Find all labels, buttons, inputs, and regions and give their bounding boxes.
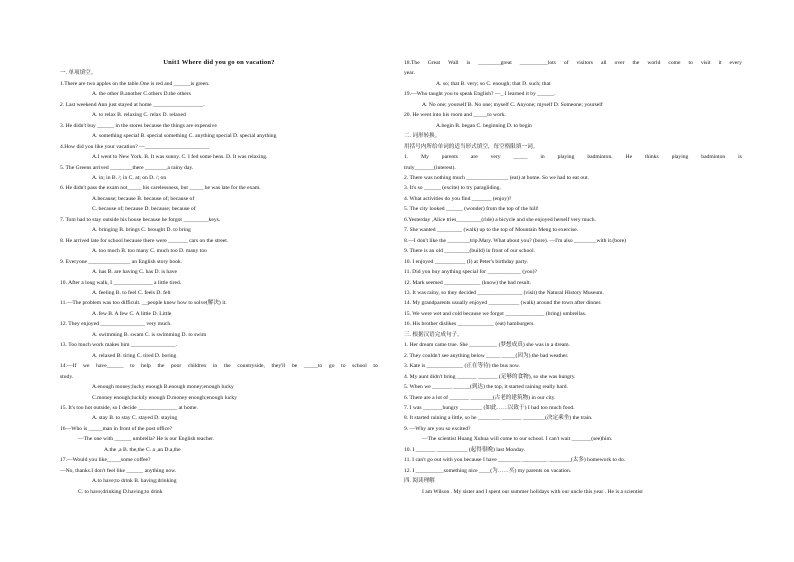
word: all [600,60,607,66]
right-text-line: 5. When we _______ ______(到达) the top, it started raining really hard. [404,384,568,391]
left-text-line: A.the ,a B. the,the C. a ,an D.a,the [104,446,181,453]
right-text-line: 7. She wanted _________ (walk) up to the top of Mountain Meng to exercise. [404,227,579,234]
word: _____to [303,363,323,370]
right-text-line: year. [404,70,415,77]
left-text-line: A. feeling B. to feel C. feels D. felt [92,289,171,296]
right-column [404,58,742,497]
word: playing [671,154,689,161]
right-text-line [404,58,742,68]
left-text-line: 16—Who is _____man in front of the post office? [60,425,173,432]
left-text-line: A. something special B. special something C. anything special D. special anything [92,133,277,140]
word: in [212,363,218,370]
left-text-line: 11.—The problem was too difficult. __people knew how to solve(解决) it. [60,300,227,307]
left-text-line: C.money enough;luckily enough D.money enough;enough lucky [92,394,237,401]
right-text-line: 2. There was nothing much _______________ (eat) at home. So we had to eat out. [404,174,589,181]
right-text-line: 6.Yesterday ,Alice tries_________(ride) a bicycle and she enjoyed herself very much. [404,216,596,223]
left-text-line: 4.How did you like your vacation? —_______________________ [60,143,209,150]
word: countryside, [237,363,265,370]
right-text-line: 三. 根据汉语完成句子。 [404,331,463,338]
word: very [490,154,501,161]
word: go [328,363,335,370]
left-column [60,58,378,497]
word: poor [170,363,182,370]
left-text-line: 13. Too much work makes him ________________. [60,342,177,349]
left-text-line: A. in; in B. /; in C. at; on D. /; on [92,174,167,181]
word: come [668,60,681,66]
word: to [688,60,693,66]
left-text-line: 17.—Would you like_____some coffee? [60,457,151,464]
left-text-line: 5. The Greens arrived ________there ________a rainy day. [60,164,194,171]
left-text-line: C. to have;drinking D.having;to drink [78,488,163,495]
word: over [614,60,625,66]
left-text-line: 12. They enjoyed ________________ very much. [60,321,172,328]
left-text-line: A. stay B. to stay C. stayed D. staying [92,415,178,422]
right-text-line: 10. I _______ ___________ (起得很晚) last Monday. [404,446,526,453]
word: My [421,154,429,161]
left-text-line: C. because of; because D. because; because of [92,206,196,213]
word: the [223,363,231,370]
left-text-line: —No, thanks.I don't feel like ______ anything now. [60,467,177,474]
left-text-line: 1.There are two apples on the table.One is red and ______is green. [60,80,210,87]
word: visit [700,60,711,66]
left-text-line: A.enough money;lucky enough B.enough money;enough lucky [92,384,234,391]
left-text-line: 3. He didn't buy ______ in the stores because the things are expensive [60,122,217,129]
left-text-line: A. has B. are having C. has D. is have [92,269,177,276]
left-text-line: A.because; because B. because of; because of [92,195,195,202]
right-text-line: 8. It started raining a little, so he ________ _______ ________(决定乘坐) the train. [404,415,593,422]
word: are [470,154,478,161]
right-text-line: A.begin B. began C. beginning D. to begin [436,122,532,129]
right-text-line: 12. I __________something nice ____(为……买) my parents on vacation. [404,467,572,474]
left-text-line [60,361,378,371]
right-text-line: 20. He went into his room and _____to work. [404,112,506,119]
right-text-line: 16. His brother dislikes _____________ (eat) hamburgers. [404,321,535,328]
left-text-line: 一. 单项填空。 [60,70,97,77]
right-text-line: A. so; that B. very; so C. enough; that D. such; that [436,80,551,87]
right-text-line: 3. Kate is _____________ (正在等待) the bus now. [404,363,521,370]
left-text-line: A.I went to New York. B. It was sunny. C. I fed some hens. D. It was relaxing. [92,154,268,161]
right-text-line: 12. Mark seemed _____________ (know) the bad result. [404,279,531,286]
right-text-line [404,152,742,162]
left-text-line: A. relaxed B. tiring C. tired D. boring [92,352,177,359]
left-text-line: A. too much B. too many C. much too D. many too [92,248,207,255]
right-text-line: 10. I enjoyed ___________ (I) at Peter's birthday party. [404,258,528,265]
word: to [373,363,378,370]
right-text-line: 9. There is an old _________(build) in front of our school. [404,248,536,255]
word: badminton [701,154,726,161]
right-text-line: 3. It's so ______ (excite) to try paragliding. [404,185,501,192]
right-text-line: 11. Did you buy anything special for ____________ (you)? [404,269,537,276]
right-text-line: 13. It was rainy, so they decided ________________ (visit) the Natural History Museum. [404,289,604,296]
right-text-line: 用括号内所给单词的适当形式填空，每空格限填一词。 [404,143,539,150]
word: 14.—If [60,363,77,370]
right-text-line: 7. I was _______hungry ________ (如此……以致于) I had too much food. [404,404,575,411]
word: He [625,154,633,161]
word: playing [557,154,575,161]
right-text-line: I am Wilson . My sister and I spent our summer holidays with our uncle this year . He is a scientist [422,488,643,495]
word: school [352,363,367,370]
left-text-line: —The one with ______ umbrella? He is our English teacher. [78,436,215,443]
right-text-line: —The scientist Huang Xuhua will come to our school. I can't wait _______(see)him. [422,436,613,443]
word: 1. [404,154,409,161]
word: is [738,154,742,161]
left-text-line: 9. Everyone _______________ an English story book. [60,258,183,265]
word: every [729,60,742,66]
word: is [466,60,471,66]
word: be [291,363,298,370]
right-text-line: 4. My aunt didn't bring _______ _______ (足够的食物), so she was hungry. [404,373,576,380]
word: children [187,363,207,370]
left-text-line: A. to relax B. relaxing C. relax D. relaxed [92,112,186,119]
right-text-line: 15. We were wet and cold because we forgot ______________ (bring) umbrellas. [404,310,587,317]
word: the [157,363,165,370]
left-text-line: 15. It's too hot outside, so I decide ______________ at home. [60,404,198,411]
right-text-line: 9. —Why are you so excited? [404,425,471,432]
word: badminton. [587,154,613,161]
left-text-line: study. [60,373,74,380]
right-text-line: 5. The city looked ______ (wonder) from the top of the hill! [404,206,539,213]
word: help [141,363,151,370]
word: the [632,60,640,66]
word: we [82,363,90,370]
right-text-line: 19.—Who taught you to speak English? —_ I learned it by ______. [404,91,556,98]
word: ________great [478,60,512,66]
right-text-line: truly_______(interest). [404,164,456,171]
worksheet-title: Unit1 Where did you go on vacation? [163,59,275,66]
left-text-line: A.to have;to drink B. having;drinking [92,478,177,485]
right-text-line: A. No one; yourself B. No one; myself C. Anyone; myself D. Someone; yourself [422,101,603,108]
right-text-line: 6. There are a lot of _______ ________(古老的建筑物) in our city. [404,394,556,401]
word: Wall [448,60,459,66]
word: of [563,60,569,66]
right-text-line: 14. My grandparents usually enjoyed ___________ (walk) around the town after dinner. [404,300,602,307]
word: to [130,363,135,370]
word: thinks [644,154,659,161]
word: 18.The [404,60,420,66]
left-text-line: A .few B. A few C. A little D. Little [92,310,172,317]
right-text-line: 4. What activities do you find _______ (enjoy)? [404,195,512,202]
right-text-line: 1. Her dream came true. She __________ (梦想成真) she was in a dream. [404,342,571,349]
word: world [647,60,661,66]
right-text-line: 四. 阅读理解 [404,478,435,485]
right-text-line: 8.—I don't like the ________trip.Mary. What about you? (bore). —I'm also ________with it.(bore) [404,237,626,244]
word: parents [441,154,458,161]
left-text-line: 6. He didn't pass the exam not_____ his carelessness, but _____ he was late for the exam. [60,185,261,192]
word: it [718,60,722,66]
left-text-line: 8. He arrived late for school because there were _______ cars on the street. [60,237,229,244]
word: visitors [576,60,593,66]
left-text-line: A. bringing B. brings C. brought D. to bring [92,227,191,234]
left-text-line: A. the other B.another C.others D.the others [92,91,191,98]
word: they'll [271,363,286,370]
right-text-line: 11. I can't go out with you because I have ________ _________ ________(太多) homework to do. [404,457,626,464]
word: _____ [513,154,528,161]
left-text-line: 7. Tom had to stay outside his house because he forgot _________keys. [60,216,221,223]
right-text-line: 二. 词形转换。 [404,133,441,140]
left-text-line: 2. Last weekend Ann just stayed at home __________________. [60,101,205,108]
left-text-line: A. swimming B. swam C. is swimming D. to swim [92,331,207,338]
word: Great [427,60,441,66]
word: __________lots [519,60,556,66]
word: to [341,363,346,370]
left-text-line: 10. After a long walk, I ______________ a little tired. [60,279,182,286]
word: in [540,154,545,161]
word: have______ [96,363,124,370]
right-text-line: 2. They couldn't see anything below _____ _____(因为) the bad weather. [404,352,569,359]
